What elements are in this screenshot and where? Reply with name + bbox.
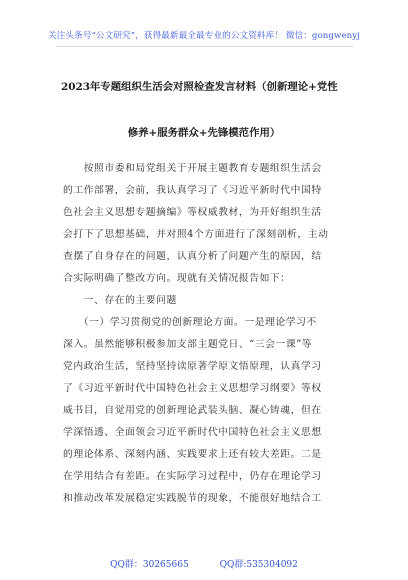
body-line: 的理论体系、深刻内涵、实践要求上还有较大差距。二是 <box>63 449 322 460</box>
document-title-line-2: 修养+服务群众+先锋模范作用） <box>127 127 281 139</box>
body-line: 和推动改革发展稳定实践脱节的现象，不能很好地结合工 <box>63 493 322 504</box>
body-line: 深入。虽然能够积极参加支部主题党日、“三会一课”等 <box>63 339 313 350</box>
footer-qq-group-1: QQ群：30265665 <box>110 560 189 570</box>
body-line: 查摆了自身存在的问题，认真分析了问题产生的原因，结 <box>63 251 322 262</box>
body-line: 按照市委和局党组关于开展主题教育专题组织生活会 <box>63 163 322 174</box>
body-line: 威书目，自觉用党的创新理论武装头脑、凝心铸魂，但在 <box>63 405 322 416</box>
body-line: 学深悟透、全面领会习近平新时代中国特色社会主义思想 <box>63 427 322 438</box>
body-line: 党内政治生活，坚持坚持读原著学原文悟原理，认真学习 <box>63 361 322 372</box>
body-line: 会打下了思想基础，并对照4个方面进行了深刻剖析，主动 <box>63 229 329 240</box>
document-title-line-1: 2023年专题组织生活会对照检查发言材料（创新理论+党性 <box>61 81 338 93</box>
body-line: 在学用结合有差距。在实际学习过程中，仍存在理论学习 <box>63 471 322 482</box>
subsection-heading: （一）学习贯彻党的创新理论方面。一是理论学习不 <box>63 317 317 328</box>
body-line: 色社会主义思想专题摘编》等权威教材，为开好组织生活 <box>63 207 322 218</box>
footer-qq-group-2: QQ群:535304092 <box>219 560 298 570</box>
header-banner: 关注头条号“公文研究”，获得最新最全最专业的公文资料库！ 微信：gongwenyj <box>47 31 361 41</box>
body-line: 的工作部署，会前，我认真学习了《习近平新时代中国特 <box>63 185 322 196</box>
section-heading: 一、存在的主要问题 <box>63 295 177 306</box>
footer <box>0 557 408 570</box>
header-divider <box>57 46 353 47</box>
body-line: 了《习近平新时代中国特色社会主义思想学习纲要》等权 <box>63 383 322 394</box>
body-line: 合实际明确了整改方向。现就有关情况报告如下： <box>63 273 291 284</box>
